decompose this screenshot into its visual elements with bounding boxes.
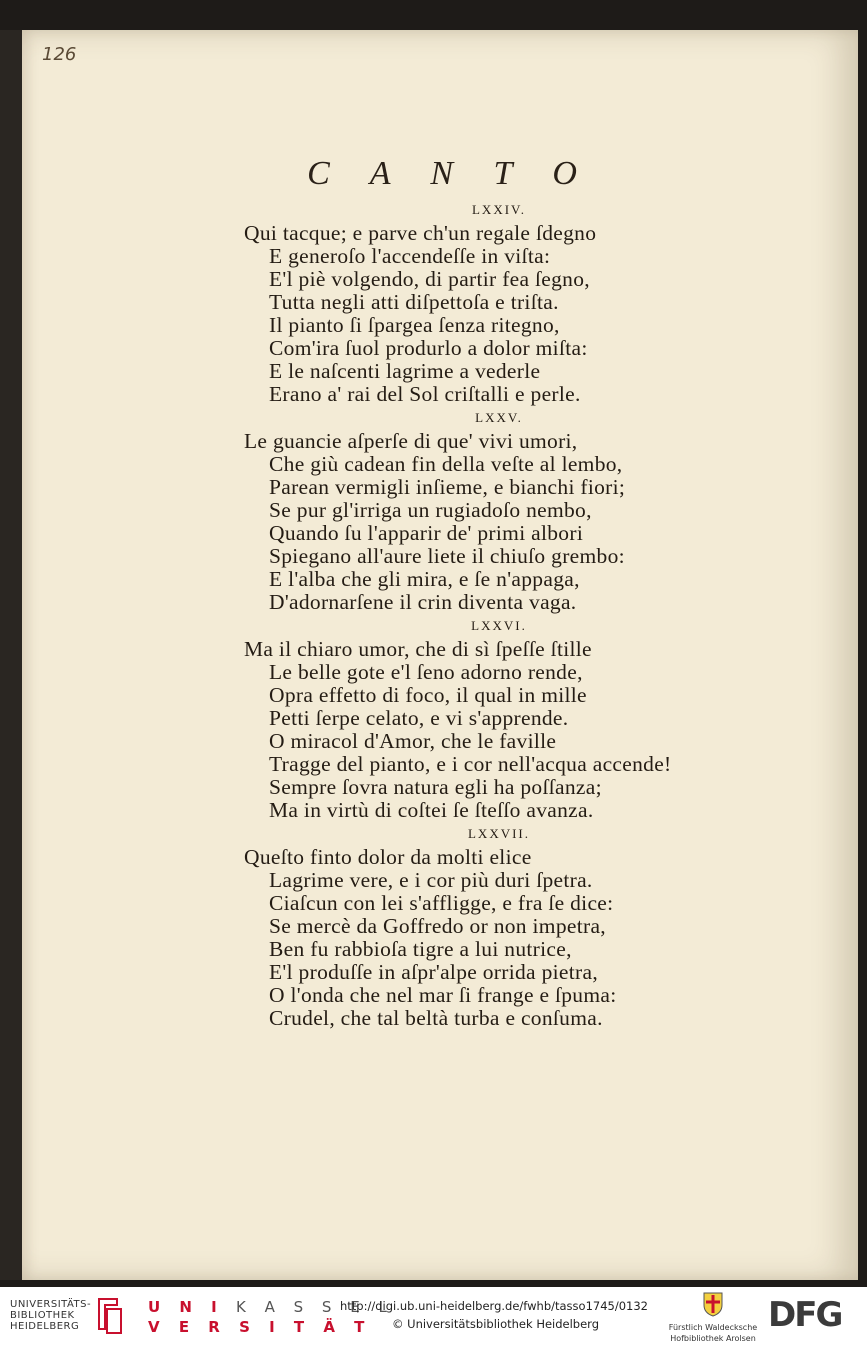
verse-line: Ma in virtù di coſtei ſe ſteſſo avanza. xyxy=(269,798,594,822)
verse-line: Lagrime vere, e i cor più duri ſpetra. xyxy=(269,868,593,892)
stanza-number: LXXIV. xyxy=(471,202,526,217)
kassel-versitaet: V E R S I T Ä T xyxy=(148,1318,372,1336)
poem-body xyxy=(244,198,764,1030)
verse-line: E le naſcenti lagrime a vederle xyxy=(269,359,541,383)
dfg-logo: DFG xyxy=(768,1295,842,1335)
heidelberg-logo xyxy=(10,1299,91,1332)
verse-line: E generoſo l'accendeſſe in viſta: xyxy=(269,244,551,268)
verse-line: Petti ſerpe celato, e vi s'apprende. xyxy=(269,706,569,730)
verse-line: Le guancie aſperſe di que' vivi umori, xyxy=(244,429,578,453)
verse-line: Com'ira ſuol produrlo a dolor miſta: xyxy=(269,336,588,360)
page-number: 126 xyxy=(42,44,77,65)
heidelberg-logo-line: UNIVERSITÄTS- xyxy=(10,1299,92,1310)
verse-line: O miracol d'Amor, che le faville xyxy=(269,729,557,753)
heidelberg-logo-line: BIBLIOTHEK xyxy=(10,1310,75,1321)
permalink-url[interactable]: http://digi.ub.uni-heidelberg.de/fwhb/tasso1745/0132 xyxy=(340,1299,648,1313)
stanza-number: LXXV. xyxy=(475,410,523,425)
verse-line: Crudel, che tal beltà turba e conſuma. xyxy=(269,1006,603,1030)
verse-line: E l'alba che gli mira, e ſe n'appaga, xyxy=(269,567,580,591)
verse-line: Erano a' rai del Sol criſtalli e perle. xyxy=(269,382,581,406)
stanza-number: LXXVI. xyxy=(471,618,527,633)
verse-line: Ciaſcun con lei s'affligge, e fra ſe dice: xyxy=(269,891,614,915)
book-page xyxy=(22,30,858,1280)
verse-line: Se pur gl'irriga un rugiadoſo nembo, xyxy=(269,498,592,522)
arolsen-text-2: Hofbibliothek Arolsen xyxy=(670,1334,756,1343)
verse-line: Spiegano all'aure liete il chiuſo grembo: xyxy=(269,544,625,568)
verse-line: Ben fu rabbioſa tigre a lui nutrice, xyxy=(269,937,572,961)
verse-line: Il pianto ſi ſpargea ſenza ritegno, xyxy=(269,313,560,337)
footer-bar xyxy=(0,1287,867,1347)
verse-line: Tragge del pianto, e i cor nell'acqua accende! xyxy=(269,752,672,776)
verse-line: D'adornarſene il crin diventa vaga. xyxy=(269,590,577,614)
kassel-uni: U N I xyxy=(148,1298,224,1316)
verse-line: Opra effetto di foco, il qual in mille xyxy=(269,683,587,707)
canto-title: C A N T O xyxy=(307,155,593,192)
verse-line: Sempre ſovra natura egli ha poſſanza; xyxy=(269,775,602,799)
heidelberg-mark-icon xyxy=(95,1295,123,1335)
arolsen-text-1: Fürstlich Waldecksche xyxy=(668,1323,758,1332)
verse-line: Che giù cadean fin della veſte al lembo, xyxy=(269,452,623,476)
book-binding xyxy=(0,30,22,1280)
kassel-name: K A S S E L xyxy=(236,1298,394,1316)
heidelberg-logo-line: HEIDELBERG xyxy=(10,1321,80,1332)
verse-line: E'l produſſe in aſpr'alpe orrida pietra, xyxy=(269,960,598,984)
arolsen-logo xyxy=(668,1291,758,1343)
copyright-notice: © Universitätsbibliothek Heidelberg xyxy=(392,1317,600,1331)
verse-line: E'l piè volgendo, di partir fea ſegno, xyxy=(269,267,590,291)
verse-line: Qui tacque; e parve ch'un regale ſdegno xyxy=(244,221,597,245)
verse-line: Queſto finto dolor da molti elice xyxy=(244,845,532,869)
verse-line: Le belle gote e'l ſeno adorno rende, xyxy=(269,660,583,684)
verse-line: Ma il chiaro umor, che di sì ſpeſſe ſtille xyxy=(244,637,592,661)
verse-line: Tutta negli atti diſpettoſa e triſta. xyxy=(269,290,559,314)
verse-line: Parean vermigli inſieme, e bianchi fiori; xyxy=(269,475,626,499)
verse-line: Quando ſu l'apparir de' primi albori xyxy=(269,521,584,545)
verse-line: O l'onda che nel mar ſi frange e ſpuma: xyxy=(269,983,617,1007)
verse-line: Se mercè da Goffredo or non impetra, xyxy=(269,914,606,938)
crest-icon xyxy=(702,1291,724,1317)
stanza-number: LXXVII. xyxy=(467,826,530,841)
